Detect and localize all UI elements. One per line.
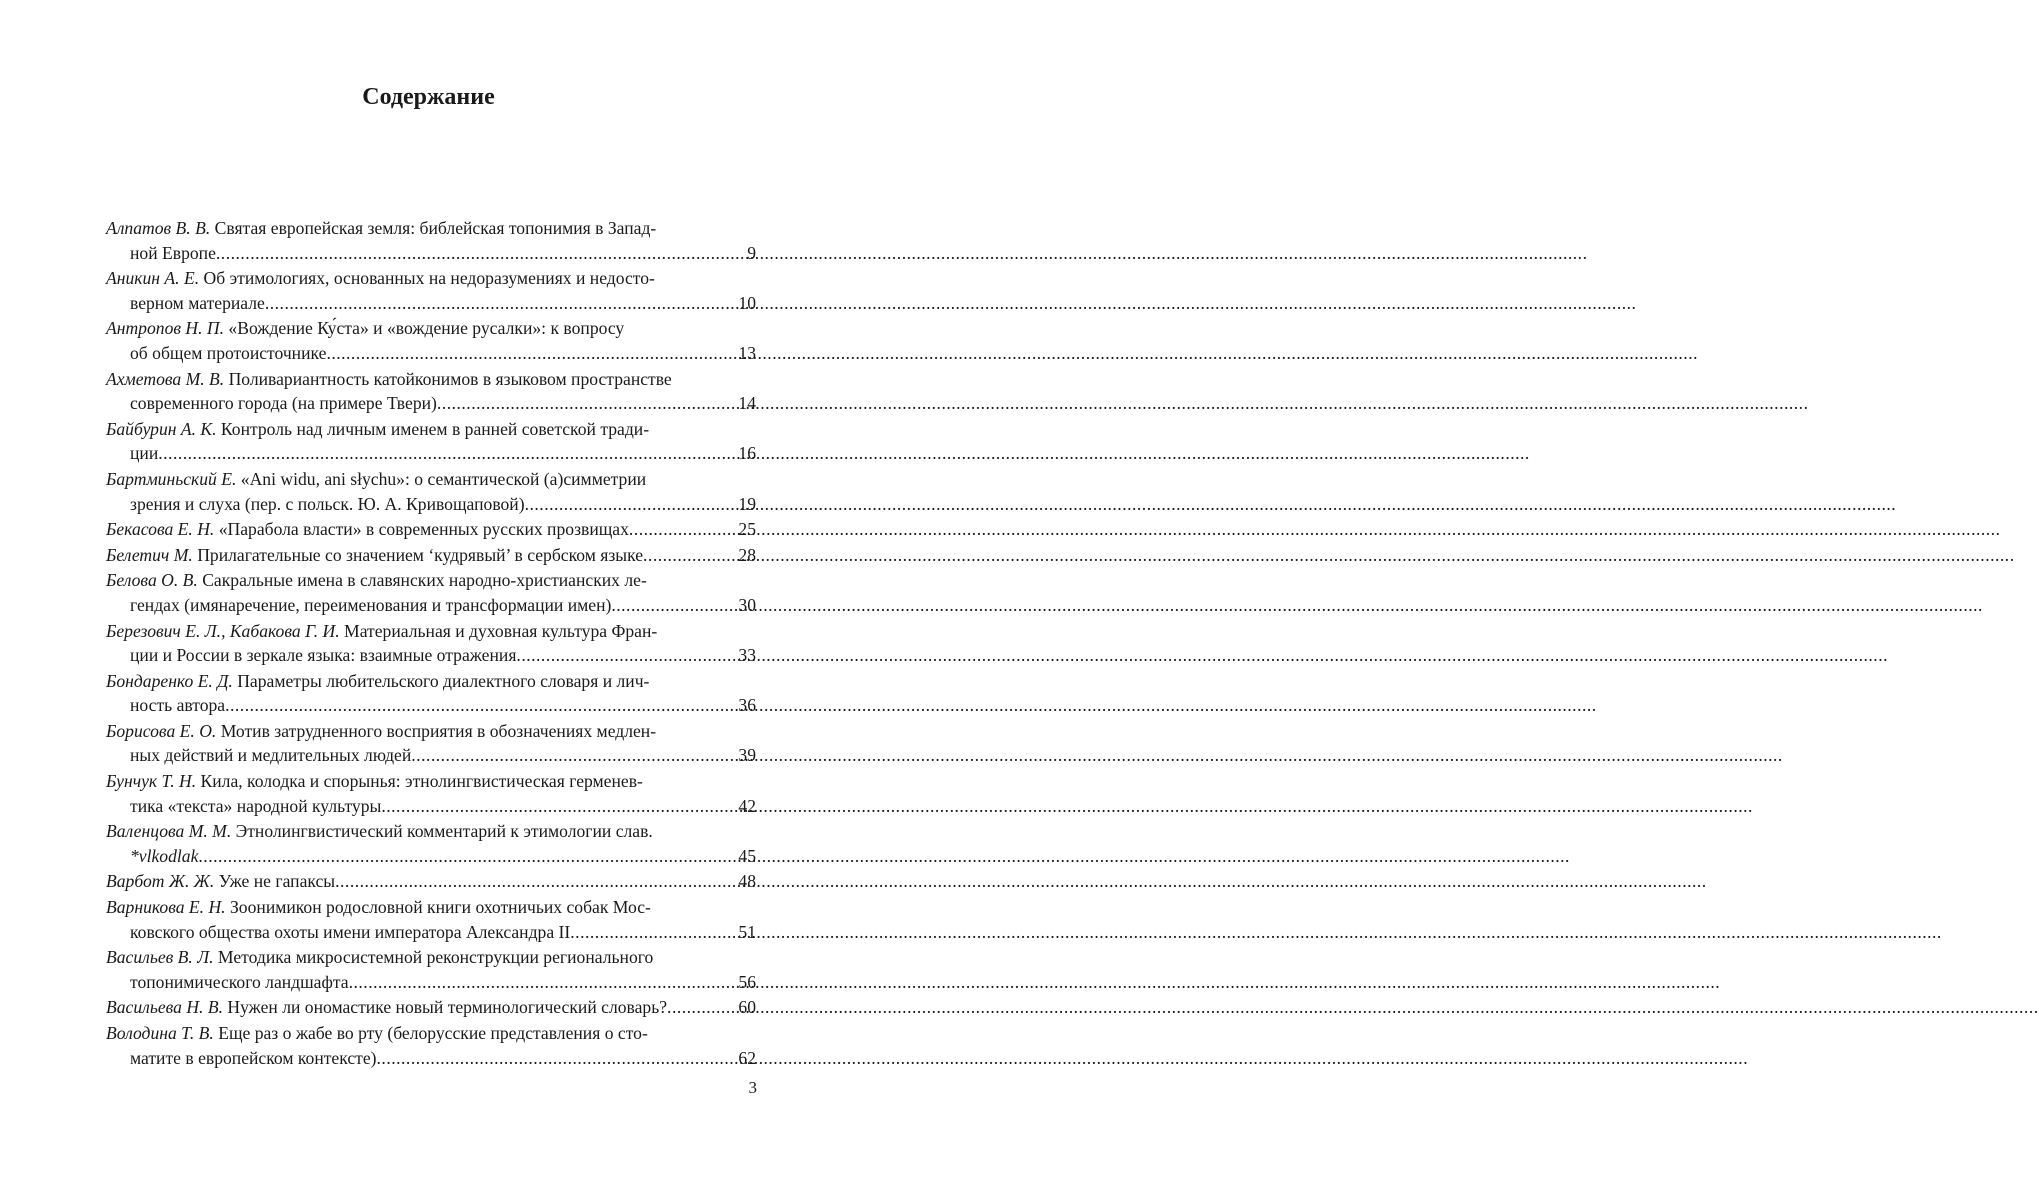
- toc-author: Варникова Е. Н.: [106, 897, 226, 918]
- toc-title-cont: ции: [130, 443, 159, 464]
- toc-title: Поливариантность катойконимов в языковом пространстве: [224, 368, 672, 389]
- toc-title: Контроль над личным именем в ранней советской тради-: [216, 418, 650, 439]
- toc-page: 19: [738, 493, 756, 514]
- toc-title: «Парабола власти» в современных русских прозвищах: [214, 519, 629, 540]
- toc-title-cont: зрения и слуха (пер. с польск. Ю. А. Кривощаповой): [130, 493, 525, 514]
- toc-page: 16: [738, 443, 756, 464]
- table-of-contents: [106, 216, 756, 1070]
- toc-leader: [629, 517, 739, 542]
- toc-title: Еще раз о жабе во рту (белорусские представления о сто-: [213, 1023, 648, 1043]
- toc-entry: [106, 819, 756, 868]
- toc-title: Сакральные имена в славянских народно-христианских ле-: [197, 570, 647, 591]
- toc-leader: [611, 593, 738, 618]
- toc-leader: [570, 920, 738, 945]
- toc-title-cont: ции и России в зеркале языка: взаимные отражения: [130, 645, 517, 666]
- toc-author: Володина Т. В.: [106, 1023, 214, 1043]
- toc-title: «Ani widu, ani słychu»: о семантической (а)симметрии: [236, 468, 647, 489]
- toc-leader: [643, 543, 738, 568]
- toc-leader: [411, 743, 738, 768]
- toc-page: 45: [738, 845, 756, 866]
- toc-author: Антропов Н. П.: [106, 318, 225, 339]
- toc-author: Бондаренко Е. Д.: [106, 670, 233, 691]
- toc-title-cont: современного города (на примере Твери): [130, 393, 437, 414]
- toc-entry: [106, 1021, 756, 1070]
- toc-page: 36: [738, 695, 756, 716]
- toc-leader: [198, 844, 738, 869]
- toc-title-cont: верном материале: [130, 292, 265, 313]
- toc-page: 42: [738, 795, 756, 816]
- toc-title: Мотив затрудненного восприятия в обозначениях медлен-: [216, 720, 657, 741]
- toc-title-cont: ных действий и медлительных людей: [130, 745, 412, 766]
- toc-page: 25: [738, 519, 756, 540]
- toc-title: «Вождение Ку́ста» и «вождение русалки»: к вопросу: [224, 318, 625, 339]
- toc-author: Березович Е. Л., Кабакова Г. И.: [106, 620, 340, 641]
- toc-entry: [106, 216, 756, 265]
- toc-entry: [106, 769, 756, 818]
- toc-entry: [106, 417, 756, 466]
- toc-leader: [335, 869, 738, 894]
- toc-entry: [106, 669, 756, 718]
- toc-leader: [158, 441, 738, 466]
- toc-entry: [106, 568, 756, 617]
- toc-title-cont: *vlkodlak: [130, 845, 199, 866]
- toc-title-cont: тика «текста» народной культуры: [130, 795, 382, 816]
- toc-entry: [106, 869, 756, 894]
- toc-author: Варбот Ж. Ж.: [106, 871, 215, 892]
- toc-entry: [106, 517, 756, 542]
- toc-author: Васильева Н. В.: [106, 997, 223, 1018]
- toc-title-cont: топонимического ландшафта: [130, 971, 349, 992]
- toc-page: 60: [738, 997, 756, 1018]
- toc-entry: [106, 543, 756, 568]
- toc-author: Белова О. В.: [106, 570, 198, 591]
- toc-title: Об этимологиях, основанных на недоразумениях и недосто-: [199, 268, 655, 289]
- toc-page: 56: [738, 971, 756, 992]
- toc-title-cont: ность автора: [130, 695, 226, 716]
- toc-author: Ахметова М. В.: [106, 368, 225, 389]
- toc-entry: [106, 266, 756, 315]
- toc-entry: [106, 316, 756, 365]
- toc-title-cont: ковского общества охоты имени императора Александра II: [130, 921, 571, 942]
- toc-author: Аникин А. Е.: [106, 268, 200, 289]
- page-number: 3: [748, 1078, 757, 1097]
- toc-title: Зоонимикон родословной книги охотничьих собак Мос-: [225, 897, 651, 918]
- toc-author: Васильев В. Л.: [106, 947, 214, 968]
- toc-title: Нужен ли ономастике новый терминологический словарь?: [223, 997, 668, 1018]
- toc-entry: [106, 895, 756, 944]
- toc-author: Бартминьский Е.: [106, 468, 237, 489]
- toc-author: Белетич М.: [106, 544, 193, 565]
- toc-page: 39: [738, 745, 756, 766]
- toc-title: Святая европейская земля: библейская топонимия в Запад-: [210, 218, 657, 238]
- toc-author: Валенцова М. М.: [106, 821, 232, 842]
- toc-leader: [667, 995, 738, 1020]
- toc-title: Методика микросистемной реконструкции регионального: [213, 947, 654, 968]
- toc-title: Параметры любительского диалектного словаря и лич-: [232, 670, 650, 691]
- toc-leader: [265, 291, 739, 316]
- toc-title: Этнолингвистический комментарий к этимологии слав.: [231, 821, 653, 842]
- toc-entry: [106, 367, 756, 416]
- toc-title-cont: гендах (имянаречение, переименования и трансформации имен): [130, 594, 612, 615]
- toc-author: Байбурин А. К.: [106, 418, 217, 439]
- toc-page: 30: [738, 594, 756, 615]
- toc-entry: [106, 467, 756, 516]
- toc-leader: [516, 643, 738, 668]
- toc-page: 33: [738, 645, 756, 666]
- toc-entry: [106, 619, 756, 668]
- toc-author: Борисова Е. О.: [106, 720, 217, 741]
- toc-page: 14: [738, 393, 756, 414]
- page-title: Содержание: [362, 84, 495, 110]
- toc-leader: [349, 970, 739, 995]
- toc-page: 51: [738, 921, 756, 942]
- toc-author: Алпатов В. В.: [106, 218, 211, 238]
- toc-leader: [225, 693, 738, 718]
- toc-title: Кила, колодка и спорынья: этнолингвистическая герменев-: [196, 771, 643, 792]
- toc-page: 9: [747, 242, 756, 263]
- toc-entry: [106, 719, 756, 768]
- toc-leader: [381, 794, 738, 819]
- toc-page: 10: [738, 292, 756, 313]
- toc-page: 28: [738, 544, 756, 565]
- toc-entry: [106, 945, 756, 994]
- toc-leader: [525, 492, 739, 517]
- toc-leader: [377, 1046, 739, 1071]
- toc-page: 13: [738, 342, 756, 363]
- toc-title: Материальная и духовная культура Фран-: [339, 620, 658, 641]
- toc-leader: [216, 241, 747, 266]
- toc-title: Прилагательные со значением ‘кудрявый’ в сербском языке: [192, 544, 644, 565]
- toc-page: 62: [738, 1047, 756, 1068]
- toc-title-cont: матите в европейском контексте): [130, 1047, 377, 1068]
- toc-author: Бунчук Т. Н.: [106, 771, 197, 792]
- toc-title-cont: ной Европе: [130, 242, 216, 263]
- toc-page: 48: [738, 871, 756, 892]
- toc-leader: [437, 391, 739, 416]
- toc-author: Бекасова Е. Н.: [106, 519, 215, 540]
- toc-title-cont: об общем протоисточнике: [130, 342, 327, 363]
- toc-leader: [326, 341, 738, 366]
- toc-entry: [106, 995, 756, 1020]
- toc-title: Уже не гапаксы: [214, 871, 336, 892]
